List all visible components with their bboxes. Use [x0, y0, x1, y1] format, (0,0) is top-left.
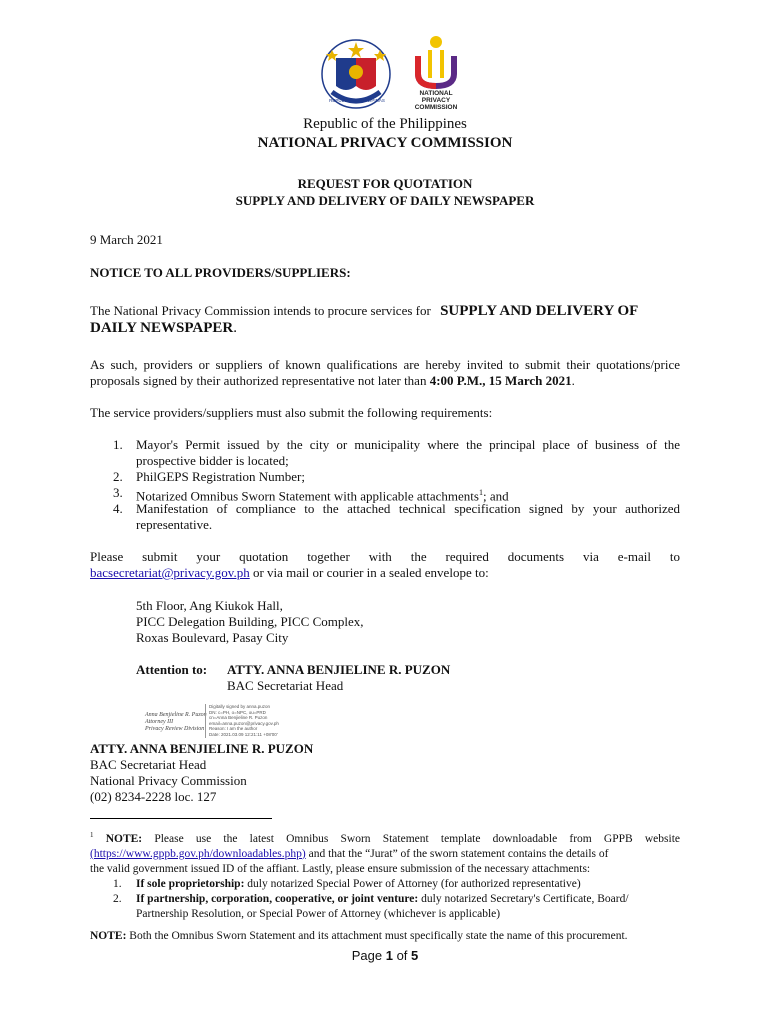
signature-box — [205, 704, 349, 738]
footnote-text1: Please use the latest Omnibus Sworn Statement template downloadable from GPPB website — [154, 832, 681, 845]
footer-of-word: of — [396, 948, 408, 963]
footnote-label: NOTE: — [105, 832, 143, 845]
footnote-item-2-num: 2. — [113, 892, 122, 905]
req-3-num: 3. — [113, 485, 123, 500]
signatory-org: National Privacy Commission — [90, 773, 247, 788]
signatory-phone: (02) 8234-2228 loc. 127 — [90, 789, 217, 804]
digital-signature[interactable] — [145, 704, 355, 738]
attention-label: Attention to: — [136, 662, 208, 677]
footnote-text2: and that the “Jurat” of the sworn statement contains the details of — [308, 847, 609, 860]
attention-name: ATTY. ANNA BENJIELINE R. PUZON — [227, 662, 451, 677]
npc-logo-line3: COMMISSION — [414, 104, 458, 111]
attention-role: BAC Secretariat Head — [227, 678, 344, 693]
intro-text: The National Privacy Commission intends to procure services for — [90, 303, 431, 318]
footnote-divider — [90, 818, 272, 819]
final-note — [90, 929, 628, 944]
req-4-line1: Manifestation of compliance to the attached technical specification signed by your authorized — [136, 501, 680, 516]
footnote — [90, 828, 680, 922]
intro-bold-2: DAILY NEWSPAPER — [90, 320, 234, 336]
sig-box-line4: email=anna.puzon@privacy.gov.ph — [209, 720, 279, 726]
footnote-item-2-text: duly notarized Secretary's Certificate, Board/ — [421, 892, 629, 905]
invite-deadline: 4:00 P.M., 15 March 2021 — [429, 373, 572, 388]
address-line1: 5th Floor, Ang Kiukok Hall, — [136, 598, 283, 613]
agency-heading: NATIONAL PRIVACY COMMISSION — [257, 135, 513, 151]
email-link[interactable]: bacsecretariat@privacy.gov.ph — [90, 565, 250, 580]
npc-logo-icon — [418, 36, 454, 86]
intro-end: . — [233, 320, 237, 336]
signature-detail2: Privacy Review Division — [145, 726, 205, 732]
submit-line1: Please submit your quotation together with the required documents via e-mail to — [90, 549, 680, 564]
sig-box-line1: Digitally signed by anna.puzon — [209, 704, 271, 709]
footer-total-pages: 5 — [411, 948, 419, 963]
final-note-label: NOTE: — [90, 930, 127, 942]
intro-paragraph-line2 — [90, 320, 237, 337]
req-2-num: 2. — [113, 469, 123, 484]
req-1-num: 1. — [113, 437, 123, 452]
page-footer — [0, 948, 770, 963]
invite-text: proposals signed by their authorized representative not later than — [90, 373, 427, 388]
signature-name — [145, 712, 207, 733]
address-block — [136, 598, 364, 646]
footer-current-page: 1 — [385, 948, 393, 963]
address-line3: Roxas Boulevard, Pasay City — [136, 630, 289, 645]
req-2-line1: PhilGEPS Registration Number; — [136, 469, 305, 484]
footnote-item-2-line2: Partnership Resolution, or Special Power of Attorney (whichever is applicable) — [136, 907, 501, 920]
footnote-item-1-num: 1. — [113, 877, 122, 890]
footer-page-word: Page — [351, 948, 383, 963]
invite-line1: As such, providers or suppliers of known qualifications are hereby invited to submit their quotations/price — [90, 357, 680, 372]
intro-paragraph — [90, 303, 638, 319]
footnote-line3: the valid government issued ID of the affiant. Lastly, please ensure submission of the necessary attachments: — [90, 862, 591, 875]
footnote-item-2 — [90, 892, 680, 907]
footnote-item-2-bold: If partnership, corporation, cooperative, or joint venture: — [136, 892, 419, 905]
footnote-number: 1 — [90, 831, 94, 839]
req-1-line1: Mayor's Permit issued by the city or municipality where the principal place of business of the — [136, 437, 680, 452]
rfq-subtitle: SUPPLY AND DELIVERY OF DAILY NEWSPAPER — [235, 193, 535, 208]
footnote-line2 — [90, 847, 680, 862]
invite-line2 — [90, 373, 575, 389]
republic-heading: Republic of the Philippines — [303, 116, 467, 132]
seal-text: REPUBLIKA NG PILIPINAS — [329, 98, 385, 103]
rfq-title: REQUEST FOR QUOTATION — [297, 176, 473, 191]
footnote-item-1-text: duly notarized Special Power of Attorney (for authorized representative) — [247, 877, 581, 890]
final-note-text: Both the Omnibus Sworn Statement and its attachment must specifically state the name of this procurement. — [129, 930, 628, 942]
req-3-text: Notarized Omnibus Sworn Statement with applicable attachments — [136, 488, 479, 504]
req-4-line2: representative. — [136, 517, 213, 532]
req-4-num: 4. — [113, 501, 123, 516]
footnote-item-1 — [90, 877, 680, 892]
requirements-intro: The service providers/suppliers must also submit the following requirements: — [90, 405, 493, 420]
signature-name-text: Anna Benjieline R. Puzon — [145, 712, 207, 718]
signatory-block — [90, 741, 313, 805]
submit-line2 — [90, 565, 489, 581]
req-3-footnote-ref[interactable]: 1 — [478, 488, 483, 497]
sig-box-line5: Reason: I am the author — [209, 726, 258, 732]
npc-logo-text — [412, 90, 460, 111]
address-line2: PICC Delegation Building, PICC Complex, — [136, 614, 364, 629]
sig-box-line2: DN: c=PH, o=NPC, ou=PRD — [209, 709, 266, 715]
signatory-role: BAC Secretariat Head — [90, 757, 207, 772]
npc-logo-line2: PRIVACY — [421, 97, 451, 104]
req-3-end: ; and — [482, 488, 509, 504]
notice-heading: NOTICE TO ALL PROVIDERS/SUPPLIERS: — [90, 265, 351, 280]
document-date: 9 March 2021 — [90, 232, 163, 247]
footnote-line1 — [90, 828, 680, 847]
req-1-line2: prospective bidder is located; — [136, 453, 289, 468]
signatory-name: ATTY. ANNA BENJIELINE R. PUZON — [90, 741, 314, 756]
header-logos — [318, 34, 478, 114]
npc-logo-line1: NATIONAL — [419, 90, 453, 97]
sig-box-line3: cn=Anna Benjieline R. Puzon — [209, 715, 268, 721]
gppb-link[interactable]: (https://www.gppb.gov.ph/downloadables.php) — [90, 847, 306, 860]
signature-detail1: Attorney III — [145, 719, 174, 725]
invite-end: . — [571, 373, 575, 388]
submit-end: or via mail or courier in a sealed envelope to: — [252, 565, 489, 580]
sig-box-line6: Date: 2021.03.09 12:21:11 +08'00' — [209, 731, 278, 737]
footnote-item-1-bold: If sole proprietorship: — [136, 877, 245, 890]
intro-bold-1: SUPPLY AND DELIVERY OF — [440, 303, 639, 319]
